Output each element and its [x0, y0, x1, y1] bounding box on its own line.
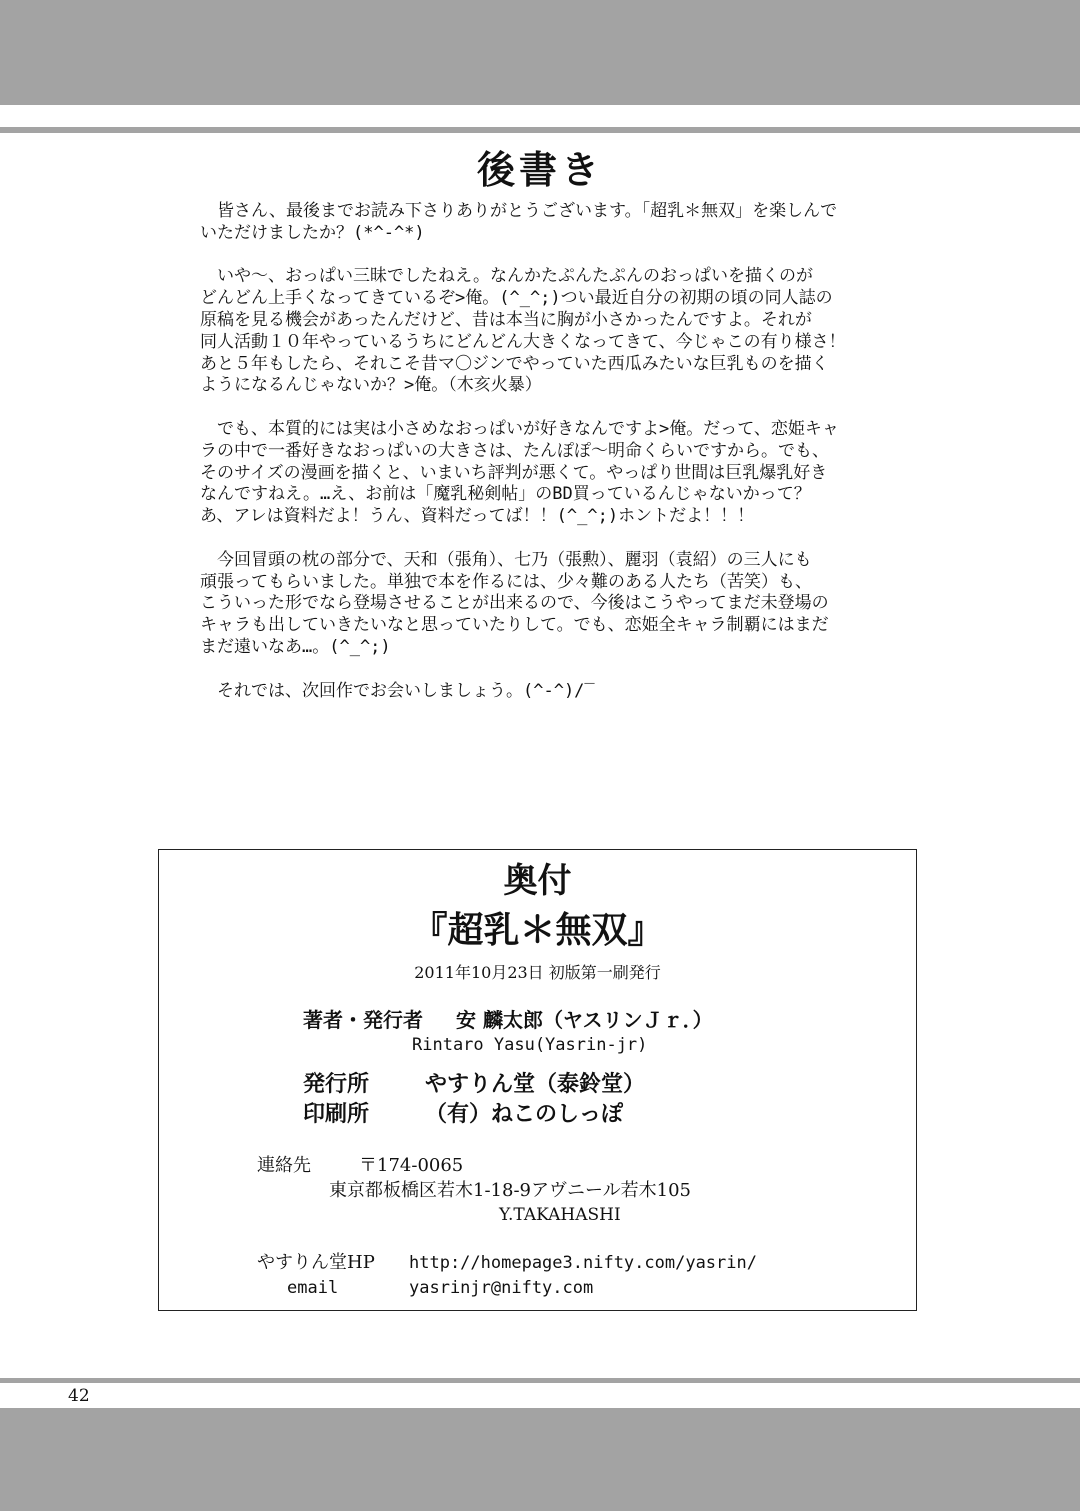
bottom-gray-band [0, 1408, 1080, 1511]
top-gray-band [0, 0, 1080, 105]
contact-name: Y.TAKAHASHI [499, 1205, 621, 1225]
afterword-paragraph-5: それでは、次回作でお会いしましょう。(^-^)/̅ [200, 680, 585, 701]
afterword-paragraph-2: いや～、おっぱい三昧でしたねえ。なんかたぷんたぷんのおっぱいを描くのが どんどん上手くなってきているぞ>俺。(^_^;)つい最近自分の初期の頃の同人誌の 原稿を見る機会があったんだけど、昔は本当に胸が小さかったんですよ。それが 同人活動１０年やっているうちにどんどん大きくなってきて、今じゃこの有り様さ！ あと５年もしたら、それこそ昔マ〇ジンでやっていた西瓜みたいな巨乳ものを描く ようになるんじゃないか？>俺。（木亥火暴） [200, 266, 846, 396]
afterword-paragraph-1: 皆さん、最後までお読み下さりありがとうございます。「超乳＊無双」を楽しんで いただけましたか？(*^-^*) [200, 201, 838, 243]
hp-url[interactable]: http://homepage3.nifty.com/yasrin/ [409, 1253, 757, 1273]
afterword-body [200, 201, 900, 724]
bottom-divider [0, 1378, 1080, 1383]
author-romaji: Rintaro Yasu(Yasrin-jr) [412, 1035, 648, 1055]
issue-date: 2011年10月23日 初版第一刷発行 [414, 963, 661, 982]
afterword-paragraph-3: でも、本質的には実は小さめなおっぱいが好きなんですよ>俺。だって、恋姫キャ ラの中で一番好きなおっぱいの大きさは、たんぽぽ～明命くらいですから。でも、 そのサイズの漫画を描くと、いまいち評判が悪くて。やっぱり世間は巨乳爆乳好き なんですねえ。…え、お前は「魔乳秘剣帖」のBD買っているんじゃないかって？ あ、アレは資料だよ！うん、資料だってば！！(^_^;)ホントだよ！！！ [200, 418, 839, 527]
publisher-name: やすりん堂（泰鈴堂） [425, 1072, 646, 1097]
address: 東京都板橋区若木1-18-9アヴニール若木105 [329, 1180, 691, 1201]
book-title: 『超乳＊無双』 [411, 909, 664, 951]
afterword-title: 後書き [476, 148, 603, 192]
author-label: 著者・発行者 [303, 1008, 423, 1032]
author-name: 安 麟太郎（ヤスリンＪｒ．） [456, 1008, 713, 1032]
page-number: 42 [68, 1386, 90, 1406]
contact-label: 連絡先 [257, 1155, 311, 1176]
top-divider [0, 127, 1080, 133]
postal-code: 〒174-0065 [359, 1155, 464, 1176]
afterword-paragraph-4: 今回冒頭の枕の部分で、天和（張角）、七乃（張勲）、麗羽（袁紹）の三人にも 頑張ってもらいました。単独で本を作るには、少々難のある人たち（苦笑）も、 こういった形でなら登場させることが出来るので、今後はこうやってまだ未登場の キャラも出していきたいなと思っていたりして。でも、恋姫全キャラ制覇にはまだ まだ遠いなあ…。(^_^;) [200, 549, 829, 657]
printer-name: （有）ねこのしっぽ [425, 1102, 624, 1127]
colophon-heading: 奥付 [503, 861, 572, 901]
email-address[interactable]: yasrinjr@nifty.com [409, 1278, 594, 1298]
printer-label: 印刷所 [303, 1102, 370, 1127]
colophon-box [158, 849, 917, 1311]
email-label: email [287, 1278, 339, 1298]
hp-label: やすりん堂HP [257, 1252, 375, 1273]
publisher-label: 発行所 [303, 1072, 370, 1097]
